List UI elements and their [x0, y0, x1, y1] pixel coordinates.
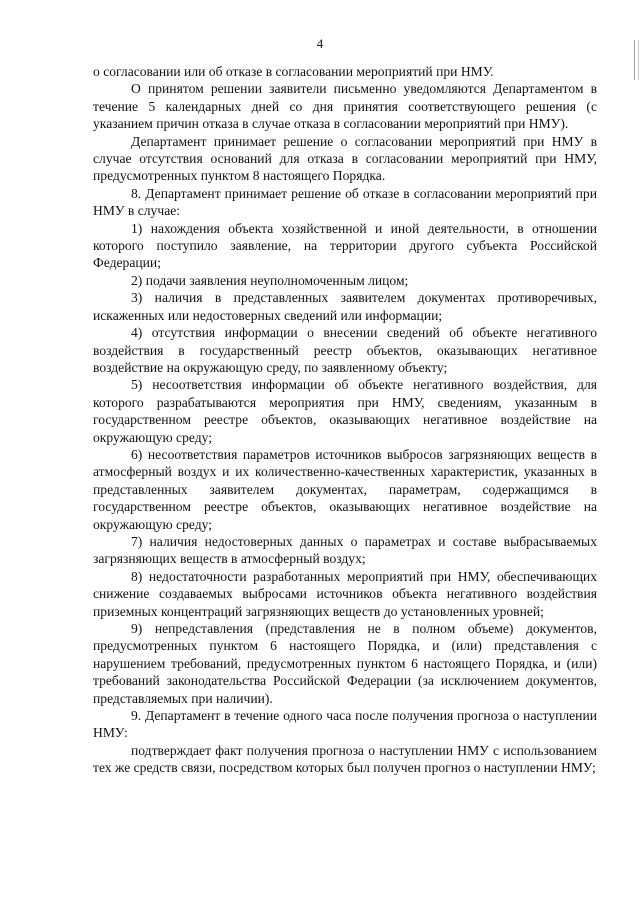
page-number: 4	[316, 36, 324, 51]
document-body	[93, 63, 597, 777]
clause-9-item-confirm: подтверждает факт получения прогноза о наступлении НМУ с использованием тех же средств связи, посредством которых был получен прогноз о наступлении НМУ;	[93, 742, 597, 776]
paragraph-approval-decision: Департамент принимает решение о согласовании мероприятий при НМУ в случае отсутствия оснований для отказа в согласовании мероприятий при НМУ, предусмотренных пунктом 8 настоящего Порядка.	[93, 133, 597, 184]
clause-8-heading: 8. Департамент принимает решение об отказе в согласовании мероприятий при НМУ в случае:	[93, 185, 597, 219]
clause-8-item-7: 7) наличия недостоверных данных о параметрах и составе выбрасываемых загрязняющих веществ в атмосферный воздух;	[93, 533, 597, 567]
paragraph-continuation: о согласовании или об отказе в согласовании мероприятий при НМУ.	[93, 64, 494, 79]
scan-edge-mark	[634, 40, 639, 80]
clause-8-item-5: 5) несоответствия информации об объекте негативного воздействия, для которого разрабатываются мероприятия при НМУ, сведениям, указанным в государственном реестре объектов, оказывающих негативное воздействие на окружающую среду;	[93, 377, 597, 445]
clause-8-item-1: 1) нахождения объекта хозяйственной и иной деятельности, в отношении которого поступило заявление, на территории другого субъекта Российской Федерации;	[93, 220, 597, 271]
clause-8-item-2: 2) подачи заявления неуполномоченным лицом;	[131, 272, 409, 288]
clause-8-item-8: 8) недостаточности разработанных мероприятий при НМУ, обеспечивающих снижение создаваемых выбросами источников объекта негативного воздействия приземных концентраций загрязняющих веществ до установленных уровней;	[93, 568, 597, 619]
clause-9-heading: 9. Департамент в течение одного часа после получения прогноза о наступлении НМУ:	[93, 708, 597, 741]
clause-8-item-9: 9) непредставления (представления не в полном объеме) документов, предусмотренных пунктом 6 настоящего Порядка, и (или) представления с нарушением требований, предусмотренных пунктом 6 настоящего Порядка, и (или) требований законодательства Российской Федерации (за исключением документов, представляемых при наличии).	[93, 621, 597, 706]
clause-8-item-6: 6) несоответствия параметров источников выбросов загрязняющих веществ в атмосферный воздух и их количественно-качественных характеристик, указанных в представленных заявителем документах, параметрам, содержащимся в государственном реестре объектов, оказывающих негативное воздействие на окружающую среду;	[93, 446, 597, 532]
clause-8-item-4: 4) отсутствия информации о внесении сведений об объекте негативного воздействия в государственный реестр объектов, оказывающих негативное воздействие на окружающую среду, по заявленному объекту;	[93, 325, 597, 375]
clause-8-item-3: 3) наличия в представленных заявителем документах противоречивых, искаженных или недостоверных сведений или информации;	[93, 290, 597, 323]
paragraph-notification: О принятом решении заявители письменно уведомляются Департаментом в течение 5 календарных дней со дня принятия соответствующего решения (с указанием причин отказа в случае отказа в согласовании мероприятий при НМУ).	[93, 81, 597, 132]
